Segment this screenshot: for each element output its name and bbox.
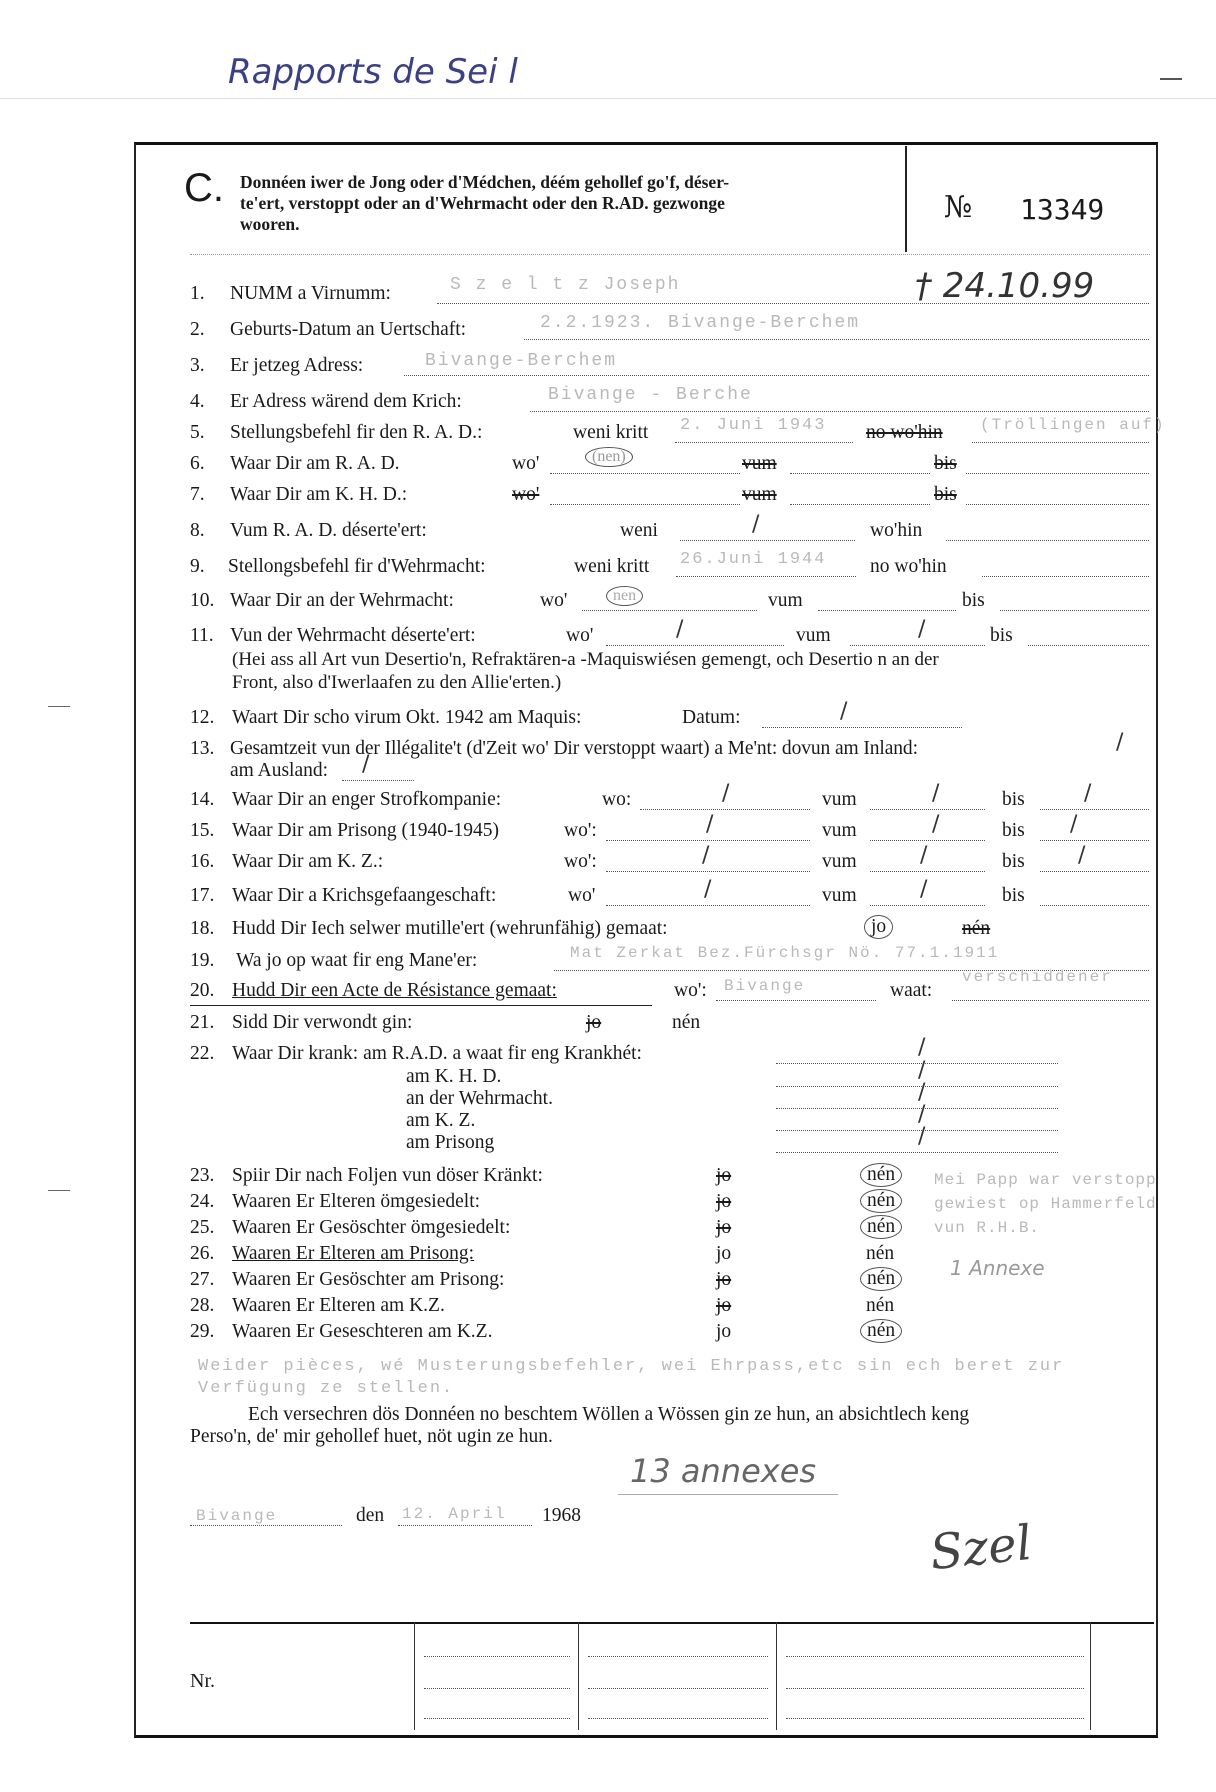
answer-line[interactable] xyxy=(1040,809,1149,810)
typed-answer: Bivange - Berche xyxy=(548,385,753,405)
answer-line[interactable] xyxy=(870,871,985,872)
field-number: 9. xyxy=(190,556,205,577)
field-label: Er jetzeg Adress: xyxy=(230,355,364,376)
header-title-line3: wooren. xyxy=(240,214,300,234)
declaration-line1: Ech versechren dös Donnéen no beschtem Wöllen a Wössen gin ze hun, an absichtlech keng xyxy=(248,1404,970,1425)
field-number: 1. xyxy=(190,283,205,304)
field-number: 6. xyxy=(190,453,205,474)
field-row-7 xyxy=(0,484,1216,510)
circled-answer[interactable]: jo xyxy=(864,915,893,939)
field-sub-label: bis xyxy=(1002,820,1025,841)
answer-line[interactable] xyxy=(676,576,856,577)
field-sub-label: wo'hin xyxy=(870,520,923,541)
typed-answer: verschiddener xyxy=(962,968,1113,986)
header-title xyxy=(240,172,729,235)
tick-mark: / xyxy=(1078,843,1086,868)
answer-line[interactable] xyxy=(972,442,1149,443)
answer-line[interactable] xyxy=(818,610,956,611)
circled-answer: (nen) xyxy=(585,447,633,467)
field-label: Waaren Er Gesöschter ömgesiedelt: xyxy=(232,1217,511,1238)
tick-mark: / xyxy=(920,843,928,868)
annexes-underline xyxy=(618,1494,838,1495)
yes-option[interactable]: jo xyxy=(716,1217,732,1238)
q22-sub-label: an der Wehrmacht. xyxy=(406,1088,553,1109)
field-sub-label: bis xyxy=(962,590,985,611)
field-label: Waar Dir am Prisong (1940-1945) xyxy=(232,820,500,841)
field-row-20 xyxy=(0,968,1216,1006)
field-number: 12. xyxy=(190,707,215,728)
field-row-17 xyxy=(0,877,1216,911)
side-typed-line: vun R.H.B. xyxy=(934,1219,1041,1237)
section-letter: C. xyxy=(184,166,224,210)
typed-footer-line1: Weider pièces, wé Musterungsbefehler, wei Ehrpass,etc sin ech beret zur xyxy=(198,1357,1065,1376)
field-sub-label: wo' xyxy=(540,590,568,611)
q22-sub-label: am K. Z. xyxy=(406,1110,476,1131)
field-sub-label: weni kritt xyxy=(574,556,650,577)
footer-col-4 xyxy=(1090,1622,1091,1730)
tick-mark: / xyxy=(918,1124,926,1149)
no-option-circled[interactable]: nén xyxy=(860,1215,902,1239)
field-sub-label: wo' xyxy=(566,625,594,646)
answer-line[interactable] xyxy=(530,411,1149,412)
field-sub-label[interactable]: nén xyxy=(962,918,991,939)
tick-mark: / xyxy=(1116,730,1124,755)
typed-answer: Bivange xyxy=(724,977,806,995)
place-date-row xyxy=(0,1505,1216,1531)
tick-mark: / xyxy=(1084,781,1092,806)
field-sub-label: waat: xyxy=(890,980,933,1001)
header-rule xyxy=(190,254,1150,255)
answer-line[interactable] xyxy=(946,540,1149,541)
tick-mark: / xyxy=(918,1058,926,1083)
tick-mark: / xyxy=(722,781,730,806)
field-row-5 xyxy=(0,416,1216,448)
row20-underline xyxy=(190,1005,652,1006)
answer-line[interactable] xyxy=(550,504,740,505)
answer-line[interactable] xyxy=(952,1000,1149,1001)
field-sub-label[interactable]: nén xyxy=(672,1012,701,1033)
field-sub-label: bis xyxy=(990,625,1013,646)
field-number: 11. xyxy=(190,625,214,646)
footer-dotted xyxy=(588,1718,768,1719)
footer-nr-label: Nr. xyxy=(190,1670,215,1692)
field-label: Sidd Dir verwondt gin: xyxy=(232,1012,413,1033)
yesno-row-29 xyxy=(0,1321,1216,1347)
field-row-12 xyxy=(0,699,1216,733)
answer-line[interactable] xyxy=(1040,840,1149,841)
field-row-13 xyxy=(0,730,1216,781)
field-number: 28. xyxy=(190,1295,215,1316)
no-option-circled[interactable]: nén xyxy=(860,1267,902,1291)
answer-line[interactable] xyxy=(675,442,853,443)
typed-footer-line2: Verfügung ze stellen. xyxy=(198,1379,455,1398)
scan-margin-mark xyxy=(48,706,70,707)
field-label: Waar Dir an enger Strofkompanie: xyxy=(232,789,502,810)
field-number: 23. xyxy=(190,1165,215,1186)
footer-dotted xyxy=(588,1656,768,1657)
field-number: 3. xyxy=(190,355,205,376)
field-row-6 xyxy=(0,448,1216,479)
field-row-16 xyxy=(0,843,1216,877)
answer-line[interactable] xyxy=(680,540,855,541)
footer-table-top xyxy=(190,1622,1154,1624)
field-number: 14. xyxy=(190,789,215,810)
field-sub-label: wo: xyxy=(602,789,632,810)
answer-line[interactable] xyxy=(606,871,810,872)
footer-col-2 xyxy=(578,1622,579,1730)
field-number: 13. xyxy=(190,738,215,759)
typed-answer: 26.Juni 1944 xyxy=(680,550,827,569)
scan-mark xyxy=(1160,78,1182,80)
tick-mark: / xyxy=(752,512,760,537)
field-sub-label: vum xyxy=(742,453,777,474)
field-label: Geburts-Datum an Uertschaft: xyxy=(230,319,467,340)
field-sub-label: weni xyxy=(620,520,658,541)
field-label: Waaren Er Elteren ömgesiedelt: xyxy=(232,1191,481,1212)
tick-mark: / xyxy=(932,781,940,806)
typed-answer: Bivange-Berchem xyxy=(425,351,618,371)
field-label: Waar Dir krank: am R.A.D. a waat fir eng Krankhét: xyxy=(232,1043,642,1064)
header-title-line2: te'ert, verstoppt oder an d'Wehrmacht oder den R.AD. gezwonge xyxy=(240,193,725,213)
field-number: 29. xyxy=(190,1321,215,1342)
no-option-circled[interactable]: nén xyxy=(860,1189,902,1213)
field-label: Waaren Er Geseschteren am K.Z. xyxy=(232,1321,493,1342)
field-number: 17. xyxy=(190,885,215,906)
answer-line[interactable] xyxy=(776,1063,1058,1064)
answer-line[interactable] xyxy=(404,375,1149,376)
tick-mark: / xyxy=(840,699,848,724)
q22-sub-row-4 xyxy=(0,1124,1216,1158)
answer-line[interactable] xyxy=(640,809,810,810)
tick-mark: / xyxy=(932,812,940,837)
field-number: 19. xyxy=(190,950,215,971)
yesno-row-28 xyxy=(0,1295,1216,1321)
tick-mark: / xyxy=(704,877,712,902)
field-number: 20. xyxy=(190,980,215,1001)
tick-mark: / xyxy=(918,1080,926,1105)
field-row-9 xyxy=(0,550,1216,582)
footer-dotted xyxy=(786,1656,1084,1657)
field-label: Spiir Dir nach Foljen vun döser Kränkt: xyxy=(232,1165,543,1186)
field-label: Stellungsbefehl fir den R. A. D.: xyxy=(230,422,483,443)
field-sub-label: bis xyxy=(1002,789,1025,810)
answer-line[interactable] xyxy=(870,905,985,906)
footer-dotted xyxy=(424,1718,570,1719)
answer-line[interactable] xyxy=(606,645,784,646)
field-sub-label: wo': xyxy=(674,980,707,1001)
year: 1968 xyxy=(542,1505,581,1526)
top-annotation: Rapports de Sei l xyxy=(228,52,518,92)
field-sub-label: wo': xyxy=(564,820,597,841)
field-label: Waaren Er Gesöschter am Prisong: xyxy=(232,1269,505,1290)
field-number: 8. xyxy=(190,520,205,541)
answer-line[interactable] xyxy=(870,809,985,810)
field-label: Waar Dir am R. A. D. xyxy=(230,453,400,474)
field-label: Gesamtzeit vun der Illégalite't (d'Zeit wo' Dir verstoppt waart) a Me'nt: dovun am Inland: xyxy=(230,738,918,759)
field-sub-label: am Ausland: xyxy=(230,760,329,781)
annexes-note: 13 annexes xyxy=(630,1452,817,1490)
field-label: NUMM a Virnumm: xyxy=(230,283,391,304)
declaration xyxy=(190,1404,969,1448)
answer-line[interactable] xyxy=(550,473,740,474)
place-line[interactable] xyxy=(190,1525,342,1526)
side-typed-note xyxy=(934,1168,1157,1240)
answer-line[interactable] xyxy=(850,645,985,646)
footer-col-3 xyxy=(776,1622,777,1730)
field-label: Stellongsbefehl fir d'Wehrmacht: xyxy=(228,556,486,577)
yes-option[interactable]: jo xyxy=(716,1243,732,1264)
tick-mark: / xyxy=(702,843,710,868)
field-row-18 xyxy=(0,918,1216,944)
yes-option[interactable]: jo xyxy=(716,1191,732,1212)
signature: Szel xyxy=(927,1514,1035,1582)
field-sub-label: weni kritt xyxy=(573,422,649,443)
side-handwritten-note: 1 Annexe xyxy=(950,1256,1045,1280)
answer-line[interactable] xyxy=(762,727,962,728)
answer-line[interactable] xyxy=(1040,871,1149,872)
no-option[interactable]: nén xyxy=(866,1243,895,1264)
field-sub-label: no wo'hin xyxy=(866,422,943,443)
typed-answer: Mat Zerkat Bez.Fürchsgr Nö. 77.1.1911 xyxy=(570,944,1000,962)
field-row-8 xyxy=(0,512,1216,546)
tick-mark: / xyxy=(918,1102,926,1127)
field-row-15 xyxy=(0,812,1216,846)
footer-dotted xyxy=(588,1688,768,1689)
field-number: 10. xyxy=(190,590,215,611)
field-sub-label: Datum: xyxy=(682,707,741,728)
answer-line[interactable] xyxy=(1040,905,1149,906)
field-label: Waart Dir scho virum Okt. 1942 am Maquis: xyxy=(232,707,582,728)
yes-option[interactable]: jo xyxy=(716,1269,732,1290)
answer-line[interactable] xyxy=(776,1108,1058,1109)
q22-sub-label: am Prisong xyxy=(406,1132,495,1153)
field-number: 7. xyxy=(190,484,205,505)
field-label: Waar Dir a Krichsgefaangeschaft: xyxy=(232,885,497,906)
field-label: Hudd Dir een Acte de Résistance gemaat: xyxy=(232,980,557,1001)
field-sub-label: vum xyxy=(768,590,803,611)
answer-line[interactable] xyxy=(790,504,930,505)
field-number: 27. xyxy=(190,1269,215,1290)
field-sub-label: vum xyxy=(742,484,777,505)
circled-answer: nen xyxy=(606,586,643,606)
typed-date: 12. April xyxy=(402,1505,507,1523)
field-label: Hudd Dir Iech selwer mutille'ert (wehrunfähig) gemaat: xyxy=(232,918,668,939)
field-number: 2. xyxy=(190,319,205,340)
field-sub-label: bis xyxy=(934,453,957,474)
footer-dotted xyxy=(424,1688,570,1689)
answer-line[interactable] xyxy=(870,840,985,841)
typed-place: Bivange xyxy=(196,1507,278,1525)
field-sub-label: wo' xyxy=(568,885,596,906)
tick-mark: / xyxy=(362,752,370,777)
declaration-line2: Perso'n, de' mir gehollef huet, nöt ugin ze hun. xyxy=(190,1426,553,1447)
answer-line[interactable] xyxy=(776,1086,1058,1087)
answer-line[interactable] xyxy=(437,303,1149,304)
field-sub-label: wo' xyxy=(512,484,540,505)
field-label: Waar Dir am K. Z.: xyxy=(232,851,384,872)
q22-sub-label: am K. H. D. xyxy=(406,1066,502,1087)
field-row-3 xyxy=(0,351,1216,381)
field-number: 21. xyxy=(190,1012,215,1033)
yes-option[interactable]: jo xyxy=(716,1295,732,1316)
q11-note-line1: (Hei ass all Art vun Desertio'n, Refraktären-a -Maquiswiésen gemengt, och Desertio n an der xyxy=(232,649,939,670)
field-row-2 xyxy=(0,313,1216,345)
field-row-14 xyxy=(0,781,1216,815)
field-label: Waaren Er Elteren am K.Z. xyxy=(232,1295,445,1316)
number-label: № xyxy=(944,190,973,225)
yes-option[interactable]: jo xyxy=(716,1321,732,1342)
field-row-4 xyxy=(0,385,1216,417)
answer-line[interactable] xyxy=(1028,645,1149,646)
scan-margin-mark xyxy=(48,1190,70,1191)
field-number: 22. xyxy=(190,1043,215,1064)
answer-line[interactable] xyxy=(582,610,757,611)
field-label: Waar Dir am K. H. D.: xyxy=(230,484,408,505)
footer-dotted xyxy=(786,1688,1084,1689)
field-number: 18. xyxy=(190,918,215,939)
date-label: den xyxy=(356,1505,385,1526)
field-number: 4. xyxy=(190,391,205,412)
typed-answer: 2. Juni 1943 xyxy=(680,416,827,435)
scan-fold-line xyxy=(0,98,1216,99)
answer-line[interactable] xyxy=(524,339,1149,340)
typed-answer: 2.2.1923. Bivange-Berchem xyxy=(540,313,861,333)
field-sub-label: vum xyxy=(822,789,857,810)
field-sub-label: no wo'hin xyxy=(870,556,947,577)
answer-line[interactable] xyxy=(776,1152,1058,1153)
tick-mark: / xyxy=(1070,812,1078,837)
field-sub-label: wo' xyxy=(512,453,540,474)
tick-mark: / xyxy=(676,617,684,642)
field-sub-label: bis xyxy=(934,484,957,505)
no-option[interactable]: nén xyxy=(866,1295,895,1316)
field-row-1 xyxy=(0,275,1216,309)
field-sub-label: vum xyxy=(822,851,857,872)
field-number: 26. xyxy=(190,1243,215,1264)
q11-note xyxy=(232,648,939,694)
field-sub-label: vum xyxy=(822,885,857,906)
q11-note-line2: Front, also d'Iwerlaafen zu den Allie'erten.) xyxy=(232,672,562,693)
field-sub-label[interactable]: jo xyxy=(586,1012,602,1033)
field-row-21 xyxy=(0,1012,1216,1038)
field-label: Wa jo op waat fir eng Mane'er: xyxy=(236,950,478,971)
field-label: Vun der Wehrmacht déserte'ert: xyxy=(230,625,476,646)
field-label: Er Adress wärend dem Krich: xyxy=(230,391,462,412)
answer-line[interactable] xyxy=(606,840,810,841)
answer-line[interactable] xyxy=(606,905,810,906)
answer-line[interactable] xyxy=(966,504,1149,505)
field-number: 16. xyxy=(190,851,215,872)
field-label: Vum R. A. D. déserte'ert: xyxy=(230,520,427,541)
field-number: 25. xyxy=(190,1217,215,1238)
field-number: 5. xyxy=(190,422,205,443)
death-note: † 24.10.99 xyxy=(915,266,1095,306)
answer-line[interactable] xyxy=(342,780,414,781)
answer-line[interactable] xyxy=(776,1130,1058,1131)
field-label: Waar Dir an der Wehrmacht: xyxy=(230,590,454,611)
header-divider xyxy=(905,146,907,252)
footer-col-1 xyxy=(414,1622,415,1730)
typed-footer-note xyxy=(198,1356,1064,1400)
field-row-10 xyxy=(0,587,1216,616)
side-typed-line: Mei Papp war verstopp xyxy=(934,1171,1157,1189)
field-sub-label: wo': xyxy=(564,851,597,872)
footer-dotted xyxy=(786,1718,1084,1719)
field-sub-label: bis xyxy=(1002,851,1025,872)
tick-mark: / xyxy=(920,877,928,902)
tick-mark: / xyxy=(706,812,714,837)
answer-line[interactable] xyxy=(982,576,1149,577)
answer-line[interactable] xyxy=(716,1000,876,1001)
field-label: Waaren Er Elteren am Prisong: xyxy=(232,1243,475,1264)
tick-mark: / xyxy=(918,1035,926,1060)
date-line[interactable] xyxy=(398,1525,532,1526)
footer-dotted xyxy=(424,1656,570,1657)
answer-line[interactable] xyxy=(966,473,1149,474)
side-typed-line: gewiest op Hammerfeld xyxy=(934,1195,1157,1213)
typed-answer: S z e l t z Joseph xyxy=(450,275,681,295)
field-number: 15. xyxy=(190,820,215,841)
header-title-line1: Donnéen iwer de Jong oder d'Médchen, déém gehollef go'f, déser- xyxy=(240,172,730,192)
typed-answer: (Tröllingen auf) xyxy=(980,416,1166,434)
no-option-circled[interactable]: nén xyxy=(860,1319,902,1343)
tick-mark: / xyxy=(918,617,926,642)
yes-option[interactable]: jo xyxy=(716,1165,732,1186)
field-sub-label: bis xyxy=(1002,885,1025,906)
answer-line[interactable] xyxy=(1000,610,1149,611)
record-number: 13349 xyxy=(1020,193,1105,226)
field-sub-label: vum xyxy=(796,625,831,646)
field-sub-label: vum xyxy=(822,820,857,841)
field-number: 24. xyxy=(190,1191,215,1212)
answer-line[interactable] xyxy=(790,473,930,474)
no-option-circled[interactable]: nén xyxy=(860,1163,902,1187)
